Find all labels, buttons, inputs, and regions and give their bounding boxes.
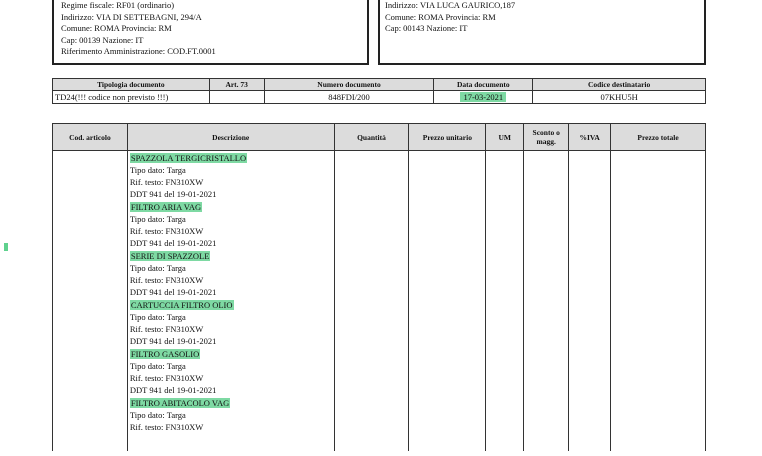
sender-indirizzo: Indirizzo: VIA DI SETTEBAGNI, 294/A — [61, 11, 202, 22]
value-data-documento: 17-03-2021 — [460, 92, 506, 102]
header-tipologia-documento: Tipologia documento — [53, 79, 210, 91]
item-name: FILTRO GASOLIO — [130, 349, 200, 359]
item-name: CARTUCCIA FILTRO OLIO — [130, 300, 233, 310]
item-rif: Rif. testo: FN310XW — [129, 226, 204, 236]
cell-um — [486, 151, 524, 452]
item-rif: Rif. testo: FN310XW — [129, 373, 204, 383]
header-art-73: Art. 73 — [209, 79, 264, 91]
list-item — [128, 201, 334, 249]
header-um: UM — [486, 124, 524, 151]
document-info-table — [52, 78, 706, 104]
receiver-indirizzo: Indirizzo: VIA LUCA GAURICO,187 — [385, 0, 516, 10]
item-ddt: DDT 941 del 19-01-2021 — [129, 336, 217, 346]
items-table — [52, 123, 706, 451]
receiver-details-box — [378, 0, 706, 65]
item-tipo: Tipo dato: Targa — [129, 263, 186, 273]
header-codice-destinatario: Codice destinatario — [533, 79, 706, 91]
header-descrizione: Descrizione — [127, 124, 334, 151]
sender-comune: Comune: ROMA Provincia: RM — [61, 23, 172, 33]
cell-descrizione — [127, 151, 334, 452]
list-item — [128, 348, 334, 396]
list-item — [128, 299, 334, 347]
item-ddt: DDT 941 del 19-01-2021 — [129, 238, 217, 248]
value-art-73 — [209, 91, 264, 104]
sender-details-box — [52, 0, 369, 65]
cell-quantita — [334, 151, 409, 452]
item-ddt: DDT 941 del 19-01-2021 — [129, 287, 217, 297]
header-prezzo-unitario: Prezzo unitario — [409, 124, 486, 151]
item-tipo: Tipo dato: Targa — [129, 312, 186, 322]
value-numero-documento: 848FDI/200 — [264, 91, 434, 104]
header-prezzo-totale: Prezzo totale — [611, 124, 706, 151]
list-item — [128, 397, 334, 433]
item-tipo: Tipo dato: Targa — [129, 165, 186, 175]
document-header-row — [53, 79, 706, 91]
receiver-comune: Comune: ROMA Provincia: RM — [385, 11, 496, 22]
list-item — [128, 152, 334, 200]
item-ddt: DDT 941 del 19-01-2021 — [129, 189, 217, 199]
sender-riferimento: Riferimento Amministrazione: COD.FT.0001 — [61, 46, 216, 56]
header-quantita: Quantità — [334, 124, 409, 151]
cell-prezzo-totale — [611, 151, 706, 452]
document-value-row — [53, 91, 706, 104]
list-item — [128, 250, 334, 298]
header-data-documento: Data documento — [434, 79, 533, 91]
header-sconto-magg: Sconto o magg. — [524, 124, 569, 151]
item-rif: Rif. testo: FN310XW — [129, 422, 204, 432]
items-body-row — [53, 151, 706, 452]
item-rif: Rif. testo: FN310XW — [129, 177, 204, 187]
highlight-marker — [4, 243, 8, 251]
item-name: FILTRO ARIA VAG — [130, 202, 202, 212]
item-name: SPAZZOLA TERGICRISTALLO — [130, 153, 247, 163]
item-name: FILTRO ABITACOLO VAG — [130, 398, 230, 408]
header-cod-articolo: Cod. articolo — [53, 124, 128, 151]
item-rif: Rif. testo: FN310XW — [129, 275, 204, 285]
cell-cod-articolo — [53, 151, 128, 452]
value-codice-destinatario: 07KHU5H — [533, 91, 706, 104]
items-header-row — [53, 124, 706, 151]
item-tipo: Tipo dato: Targa — [129, 361, 186, 371]
item-name: SERIE DI SPAZZOLE — [130, 251, 210, 261]
sender-regime-fiscale: Regime fiscale: RF01 (ordinario) — [61, 0, 175, 10]
sender-cap: Cap: 00139 Nazione: IT — [61, 34, 144, 45]
item-rif: Rif. testo: FN310XW — [129, 324, 204, 334]
receiver-cap: Cap: 00143 Nazione: IT — [385, 23, 468, 33]
item-tipo: Tipo dato: Targa — [129, 214, 186, 224]
cell-prezzo-unitario — [409, 151, 486, 452]
header-iva: %IVA — [569, 124, 611, 151]
value-tipologia-documento: TD24(!!! codice non previsto !!!) — [53, 91, 210, 104]
item-ddt: DDT 941 del 19-01-2021 — [129, 385, 217, 395]
cell-iva — [569, 151, 611, 452]
item-tipo: Tipo dato: Targa — [129, 410, 186, 420]
cell-sconto-magg — [524, 151, 569, 452]
header-numero-documento: Numero documento — [264, 79, 434, 91]
